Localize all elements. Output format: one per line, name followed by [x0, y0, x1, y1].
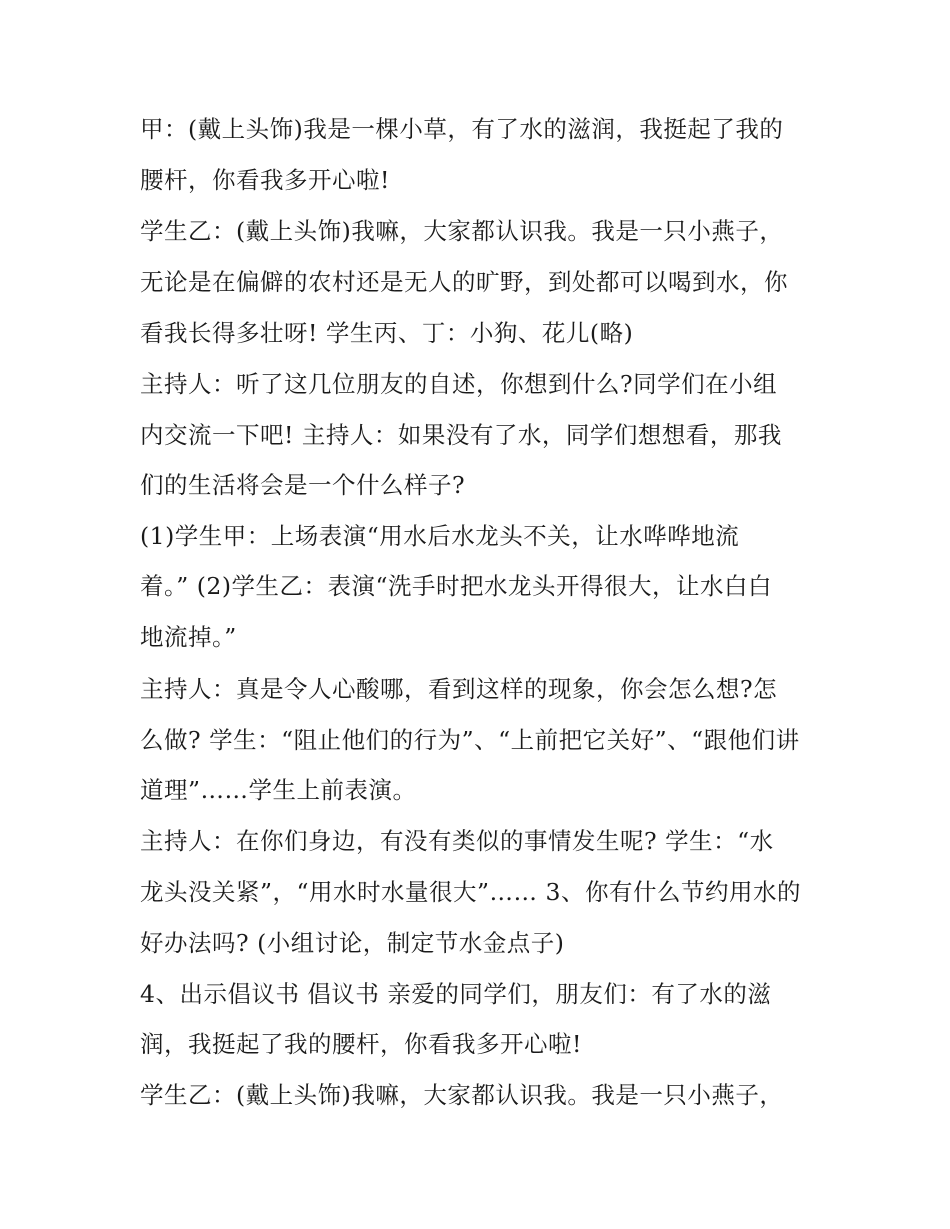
text-line: 4、出示倡议书 倡议书 亲爱的同学们，朋友们：有了水的滋 [140, 980, 772, 1008]
text-line: 润，我挺起了我的腰杆，你看我多开心啦! [140, 1030, 582, 1058]
text-line: 好办法吗? (小组讨论，制定节水金点子) [140, 929, 565, 957]
text-line: 着。” (2)学生乙：表演“洗手时把水龙头开得很大，让水白白 [140, 572, 773, 600]
text-line: 学生乙：(戴上头饰)我嘛，大家都认识我。我是一只小燕子， [140, 217, 784, 245]
text-line: 内交流一下吧! 主持人：如果没有了水，同学们想想看，那我 [140, 421, 782, 449]
text-line: 道理”……学生上前表演。 [140, 776, 417, 804]
text-line: 么做? 学生：“阻止他们的行为”、“上前把它关好”、“跟他们讲 [140, 726, 800, 754]
text-line: 地流掉。” [140, 623, 237, 651]
text-line: (1)学生甲：上场表演“用水后水龙头不关，让水哗哗地流 [140, 522, 740, 550]
text-line: 们的生活将会是一个什么样子? [140, 471, 466, 499]
text-line: 主持人：在你们身边，有没有类似的事情发生呢? 学生：“水 [140, 827, 774, 855]
text-line: 腰杆，你看我多开心啦! [140, 166, 390, 194]
text-line: 甲：(戴上头饰)我是一棵小草，有了水的滋润，我挺起了我的 [140, 115, 784, 143]
text-line: 龙头没关紧”，“用水时水量很大”…… 3、你有什么节约用水的 [140, 878, 801, 906]
text-line: 看我长得多壮呀! 学生丙、丁：小狗、花儿(略) [140, 319, 634, 347]
text-line: 主持人：真是令人心酸哪，看到这样的现象，你会怎么想?怎 [140, 675, 778, 703]
text-line: 学生乙：(戴上头饰)我嘛，大家都认识我。我是一只小燕子， [140, 1081, 784, 1109]
text-line: 无论是在偏僻的农村还是无人的旷野，到处都可以喝到水，你 [140, 268, 788, 296]
text-line: 主持人：听了这几位朋友的自述，你想到什么?同学们在小组 [140, 370, 778, 398]
